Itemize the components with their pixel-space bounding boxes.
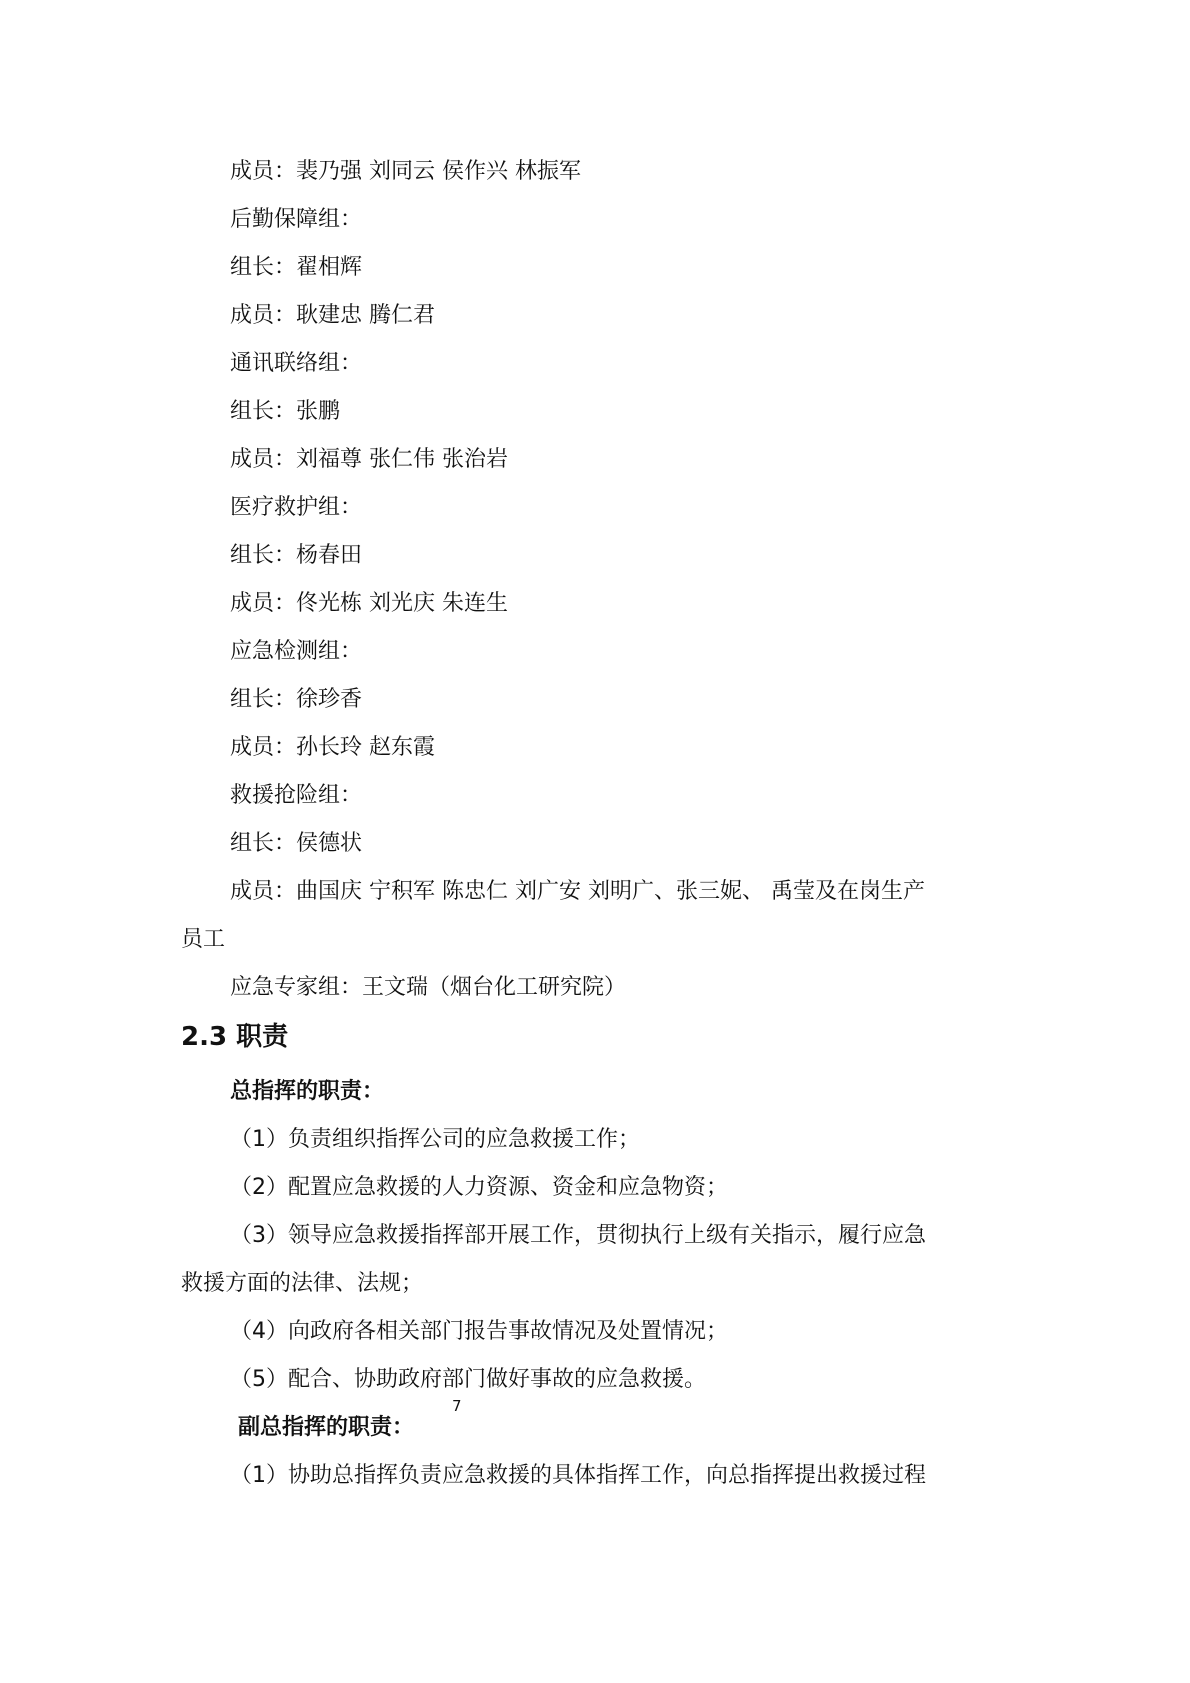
text-line: 通讯联络组： bbox=[230, 351, 363, 376]
section-heading: 2.3 职责 bbox=[181, 1022, 289, 1052]
text-line: 应急检测组： bbox=[230, 639, 363, 664]
list-item: （3）领导应急救援指挥部开展工作，贯彻执行上级有关指示，履行应急 bbox=[230, 1223, 926, 1248]
list-item: （2）配置应急救援的人力资源、资金和应急物资； bbox=[230, 1175, 728, 1200]
text-line: 成员：刘福尊 张仁伟 张治岩 bbox=[230, 447, 508, 472]
list-item: （5）配合、协助政府部门做好事故的应急救援。 bbox=[230, 1367, 706, 1392]
text-line: 医疗救护组： bbox=[230, 495, 363, 520]
text-line: 组长：翟相辉 bbox=[230, 255, 363, 280]
text-line: 成员：佟光栋 刘光庆 朱连生 bbox=[230, 591, 508, 616]
text-line: 成员：孙长玲 赵东霞 bbox=[230, 735, 435, 760]
deputy-responsibilities-title: 副总指挥的职责： bbox=[238, 1415, 415, 1440]
page-number: 7 bbox=[452, 1397, 462, 1415]
list-item: （1）负责组织指挥公司的应急救援工作； bbox=[230, 1127, 640, 1152]
text-line: 组长：杨春田 bbox=[230, 543, 363, 568]
list-item-continuation: 救援方面的法律、法规； bbox=[181, 1271, 424, 1296]
text-line: 后勤保障组： bbox=[230, 207, 363, 232]
text-line: 应急专家组：王文瑞（烟台化工研究院） bbox=[230, 975, 627, 1000]
chief-responsibilities-title: 总指挥的职责： bbox=[230, 1079, 385, 1104]
text-line: 救援抢险组： bbox=[230, 783, 363, 808]
text-line: 成员：裴乃强 刘同云 侯作兴 林振军 bbox=[230, 159, 581, 184]
text-line: 成员：耿建忠 腾仁君 bbox=[230, 303, 435, 328]
text-line: 组长：张鹏 bbox=[230, 399, 341, 424]
text-line: 成员：曲国庆 宁积军 陈忠仁 刘广安 刘明广、张三妮、 禹莹及在岗生产 bbox=[230, 879, 925, 904]
text-line: 组长：侯德状 bbox=[230, 831, 363, 856]
list-item: （1）协助总指挥负责应急救援的具体指挥工作，向总指挥提出救援过程 bbox=[230, 1463, 926, 1488]
text-line: 组长：徐珍香 bbox=[230, 687, 363, 712]
text-line: 员工 bbox=[181, 927, 226, 952]
list-item: （4）向政府各相关部门报告事故情况及处置情况； bbox=[230, 1319, 728, 1344]
